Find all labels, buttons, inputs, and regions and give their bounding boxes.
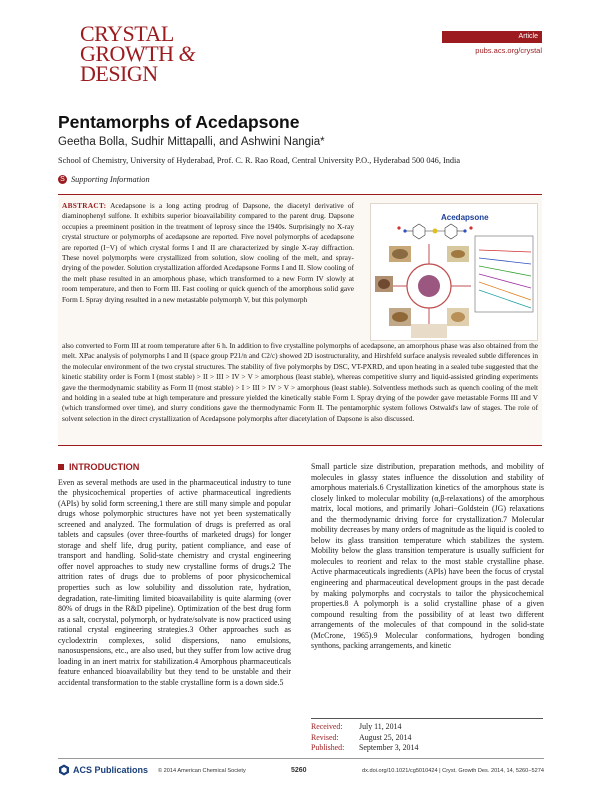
abstract-box — [58, 194, 542, 446]
journal-url-link[interactable]: pubs.acs.org/crystal — [475, 46, 542, 55]
supporting-info-link[interactable] — [58, 175, 150, 184]
molecule-icon — [397, 224, 472, 239]
pxrd-plot-inset — [475, 236, 533, 312]
supporting-info-label: Supporting Information — [71, 175, 150, 184]
logo-line-crystal: CRYSTAL — [80, 21, 174, 46]
date-received: Received: July 11, 2014 — [311, 722, 402, 731]
logo-line-design: DESIGN — [80, 61, 158, 86]
publication-dates — [311, 718, 543, 754]
journal-logo[interactable] — [80, 21, 230, 86]
body-column-right — [311, 462, 544, 652]
author-list: Geetha Bolla, Sudhir Mittapalli, and Ashwini Nangia* — [58, 136, 325, 148]
logo-word-growth: GROWTH — [80, 41, 174, 66]
abstract-text-part1: Acedapsone is a long acting prodrug of Dapsone, the diacetyl derivative of diaminophenyl sulfone. It exhibits superior bioavailability compared to the parent drug. Dapsone occupies a preeminent position in the treatment of leprosy since the 1940s. Surprisingly no X-ray crystal structure or polymorphs of acedapsone are reported. Five novel polymorphs of acedapsone are reported (I−V) of which crystal forms I and II are characterized by single X-ray diffraction. These novel polymorphs were crystallized from solution, slow cooling of the melt, and spray-drying of the powder. Solution crystallization afforded Acedapsone Forms I and II. Slow cooling of the melt phase resulted in an amorphous phase, which transformed to a new Form IV slowly at room temperature, and then to Form III. Fast cooling or quick quench of the amorphous solid gave Form I. Spray drying resulted in a new metastable polymorph V, but this polymorph — [62, 201, 354, 304]
intro-paragraph-right: Small particle size distribution, preparation methods, and mobility of molecules in glassy states influence the dissolution and stability of amorphous materials.6 Crystallization kinetics of the amorphous state is closely linked to molecular mobility (α,β-relaxations) of the amorphous matrix, local motions, and primarily Johari−Goldstein (JG) relaxations and the thermodynamic driving force for crystallization.7 Molecular mobility decreases by many orders of magnitude as the liquid is cooled to below its glass transition temperature which stabilizes the system. Mobility below the glass transition temperature is usually sufficient for molecules to reorient and relax to the most stable crystalline phase. Active pharmaceuticals ingredients (APIs) have been the focus of crystal engineering and pharmaceutical development groups in the past decade by making polymorphs and cocrystals to tailor the physicochemical properties.8 A polymorph is a solid crystalline phase of a given compound resulting from the possibility of at least two different arrangements of the molecules of that compound in the solid-state (McCrone, 1965).9 Molecular conformations, hydrogen bonding synthons, packing arrangements, and kinetic — [311, 462, 544, 651]
supporting-info-icon: S — [58, 175, 67, 184]
page-number: 5260 — [291, 767, 307, 774]
intro-heading-text: INTRODUCTION — [69, 462, 140, 472]
abstract-text-part2: also converted to Form III at room temperature after 6 h. In addition to five crystalline polymorphs of acedapsone, an amorphous phase was also obtained from the melt. XPac analysis of polymorphs I and II (space group P21/n and C2/c) showed 2D isostructurality, and Hirshfeld surface analysis revealed subtle differences in the molecular environment of the two crystal structures. The stability of five polymorphs by DSC, VT-PXRD, and upon heating in a sealed tube suggested that the kinetic stability order is Form I (most stable) > II > III > IV > V > amorphous (least stable), whereas competitive slurry and liquid-assisted grinding experiments gave the thermodynamic stability as Form II (most stable) > I > III > IV > V > amorphous (least stable). Solventless methods such as quench cooling of the melt and holding in a sealed tube at high temperature and pressure yielded the kinetically stable Form I. Spray drying of the powder gave metastable Forms III and V (which transformed over time), and slurry conditions gave the thermodynamic Form II. The pentamorphic system follows Ostwald's law of stages. The role of solvent selection in the direct crystallization of Acedapsone polymorphs after diacetylation of Dapsone is also discussed. — [62, 341, 538, 423]
acs-publications-label: ACS Publications — [73, 765, 149, 775]
doi-citation-link[interactable]: dx.doi.org/10.1021/cg5010424 | Cryst. Growth Des. 2014, 14, 5260−5274 — [362, 768, 544, 774]
heading-square-icon — [58, 464, 64, 470]
toc-graphic-svg — [371, 204, 537, 340]
article-type-tab: Article — [442, 31, 542, 43]
abstract-column-text — [62, 201, 354, 305]
logo-ampersand: & — [178, 41, 196, 66]
abstract-label: ABSTRACT: — [62, 201, 107, 210]
acs-publications-logo[interactable] — [58, 764, 148, 776]
toc-acedapsone-label: Acedapsone — [441, 213, 489, 222]
affiliation: School of Chemistry, University of Hyderabad, Prof. C. R. Rao Road, Central University P.O., Hyderabad 500 046, India — [58, 156, 461, 165]
toc-graphic — [370, 203, 538, 341]
page-footer — [58, 758, 544, 777]
date-published: Published: September 3, 2014 — [311, 743, 419, 752]
copyright-notice: © 2014 American Chemical Society — [158, 768, 246, 774]
section-heading-introduction — [58, 462, 291, 473]
intro-paragraph-left: Even as several methods are used in the pharmaceutical industry to tune the physicochemical properties of active pharmaceutical ingredients (APIs) by solid form screening,1 there are still many simple and popular drugs whose polymorphic structures have not yet been systematically screened and analyzed. The formulation of drugs is preferred as oral tablets and capsules (over three-fourths of marketed drugs) for longer storage and shelf life, drug purity, patient compliance, and ease of transport and handling. Solid-state chemistry and crystal engineering offer novel approaches to study new crystalline forms of drugs.2 The attrition rates of drugs due to problems of poor physicochemical properties such as low solubility and dissolution rate, hydration, degradation, rate-limiting limited bioavailability is quite alarming (over 80% of drugs in the R&D pipeline). Optimization of the best drug form as a salt, cocrystal, polymorph, or hydrate/solvate is now practiced using rational crystal engineering strategies.3 Other approaches such as cyclodextrin complexes, solid dispersions, nano emulsions, nanosuspensions, etc., are also used, but they suffer from low active drug loading in an inert matrix for stabilization.4 Amorphous pharmaceuticals feature enhanced bioavailability but they tend to be unstable and their accidental transformation to the stable crystalline form is a down side.5 — [58, 477, 291, 687]
date-revised: Revised: August 25, 2014 — [311, 732, 412, 742]
acs-hexagon-icon — [58, 764, 70, 776]
article-title: Pentamorphs of Acedapsone — [58, 112, 300, 132]
body-column-left — [58, 462, 291, 688]
